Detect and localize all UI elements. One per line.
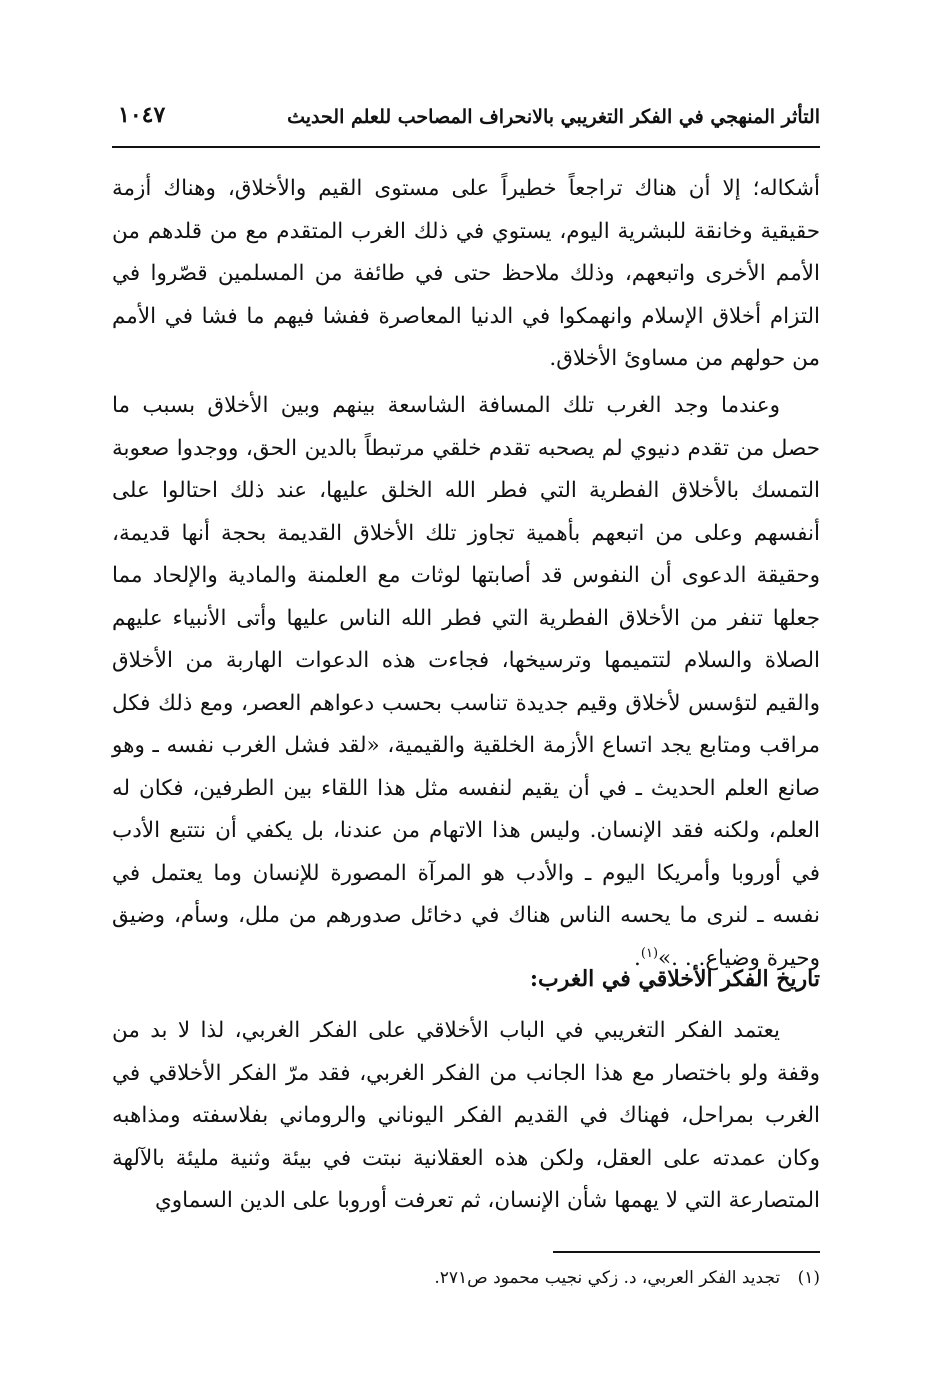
- footnote: [112, 1263, 820, 1293]
- page-number: ١٠٤٧: [118, 102, 166, 128]
- paragraph-1: [112, 168, 820, 381]
- paragraph-2: وعندما وجد الغرب تلك المسافة الشاسعة بينهم وبين الأخلاق بسبب ما حصل من تقدم دنيوي لم يصحبه تقدم خلقي مرتبطاً بالدين الحق، ووجدوا صعوبة التمسك بالأخلاق الفطرية التي فطر الله الخلق عليها، عند ذلك احتالوا على أنفسهم وعلى من اتبعهم بأهمية تجاوز تلك الأخلاق القديمة بحجة أنها قديمة، وحقيقة الدعوى أن النفوس قد أصابتها لوثات مع العلمنة والمادية والإلحاد مما جعلها تنفر من الأخلاق الفطرية التي فطر الله الناس عليها وأتى الأنبياء عليهم الصلاة والسلام لتتميمها وترسيخها، فجاءت هذه الدعوات الهاربة من الأخلاق والقيم لتؤسس لأخلاق وقيم جديدة تناسب بحسب دعواهم العصر، ومع ذلك فكل مراقب ومتابع يجد اتساع الأزمة الخلقية والقيمية، «لقد فشل الغرب نفسه ـ وهو صانع العلم الحديث ـ في أن يقيم لنفسه مثل هذا اللقاء بين الطرفين، فكان له العلم، ولكنه فقد الإنسان. وليس هذا الاتهام من عندنا، بل يكفي أن نتتبع الأدب في أوروبا وأمريكا اليوم ـ والأدب هو المرآة المصورة للإنسان وما يعتمل في نفسه ـ لنرى ما يحسه الناس هناك في دخائل صدورهم من ملل، وسأم، وضيق وحيرة وضياع. . .»$^{(١)}$.: [112, 393, 820, 971]
- paragraph-2-text: وعندما وجد الغرب تلك المسافة الشاسعة بينهم وبين الأخلاق بسبب ما حصل من تقدم دنيوي لم يصحبه تقدم خلقي مرتبطاً بالدين الحق، ووجدوا صعوبة التمسك بالأخلاق الفطرية التي فطر الله الخلق عليها، عند ذلك احتالوا على أنفسهم وعلى من اتبعهم بأهمية تجاوز تلك الأخلاق القديمة بحجة أنها قديمة، وحقيقة الدعوى أن النفوس قد أصابتها لوثات مع العلمنة والمادية والإلحاد مما جعلها تنفر من الأخلاق الفطرية التي فطر الله الناس عليها وأتى الأنبياء عليهم الصلاة والسلام لتتميمها وترسيخها، فجاءت هذه الدعوات الهاربة من الأخلاق والقيم لتؤسس لأخلاق وقيم جديدة تناسب بحسب دعواهم العصر، ومع ذلك فكل مراقب ومتابع يجد اتساع الأزمة الخلقية والقيمية، «لقد فشل الغرب نفسه ـ وهو صانع العلم الحديث ـ في أن يقيم لنفسه مثل هذا اللقاء بين الطرفين، فكان له العلم، ولكنه فقد الإنسان. وليس هذا الاتهام من عندنا، بل يكفي أن نتتبع الأدب في أوروبا وأمريكا اليوم ـ والأدب هو المرآة المصورة للإنسان وما يعتمل في نفسه ـ لنرى ما يحسه الناس هناك في دخائل صدورهم من ملل، وسأم، وضيق وحيرة وضياع. . .»: [112, 393, 820, 971]
- paragraph-3-text: يعتمد الفكر التغريبي في الباب الأخلاقي على الفكر الغربي، لذا لا بد من وقفة ولو باختصار مع هذا الجانب من الفكر الغربي، فقد مرّ الفكر الأخلاقي في الغرب بمراحل، فهناك في القديم الفكر اليوناني والروماني بفلاسفته ومذاهبه وكان عمدته على العقل، ولكن هذه العقلانية نبتت في بيئة وثنية مليئة بالآلهة المتصارعة التي لا يهمها شأن الإنسان، ثم تعرفت أوروبا على الدين السماوي: [112, 1018, 820, 1213]
- running-title: التأثر المنهجي في الفكر التغريبي بالانحراف المصاحب للعلم الحديث: [287, 106, 820, 128]
- paragraph-1-text: أشكاله؛ إلا أن هناك تراجعاً خطيراً على مستوى القيم والأخلاق، وهناك أزمة حقيقية وخانقة للبشرية اليوم، يستوي في ذلك الغرب المتقدم مع من قلدهم من الأمم الأخرى واتبعهم، وذلك ملاحظ حتى في طائفة من المسلمين قصّروا في التزام أخلاق الإسلام وانهمكوا في الدنيا المعاصرة ففشا فيهم ما فشا في الأمم من حولهم من مساوئ الأخلاق.: [112, 176, 820, 371]
- footnote-marker: (١): [797, 1268, 820, 1288]
- paragraph-3: [112, 1010, 820, 1223]
- section-heading: تاريخ الفكر الأخلاقي في الغرب:: [529, 966, 820, 992]
- footnote-separator: [553, 1251, 820, 1253]
- running-header: [112, 92, 820, 148]
- footnote-reference[interactable]: (١): [640, 945, 659, 961]
- footnote-text: تجديد الفكر العربي، د. زكي نجيب محمود ص٢٧١.: [434, 1268, 781, 1288]
